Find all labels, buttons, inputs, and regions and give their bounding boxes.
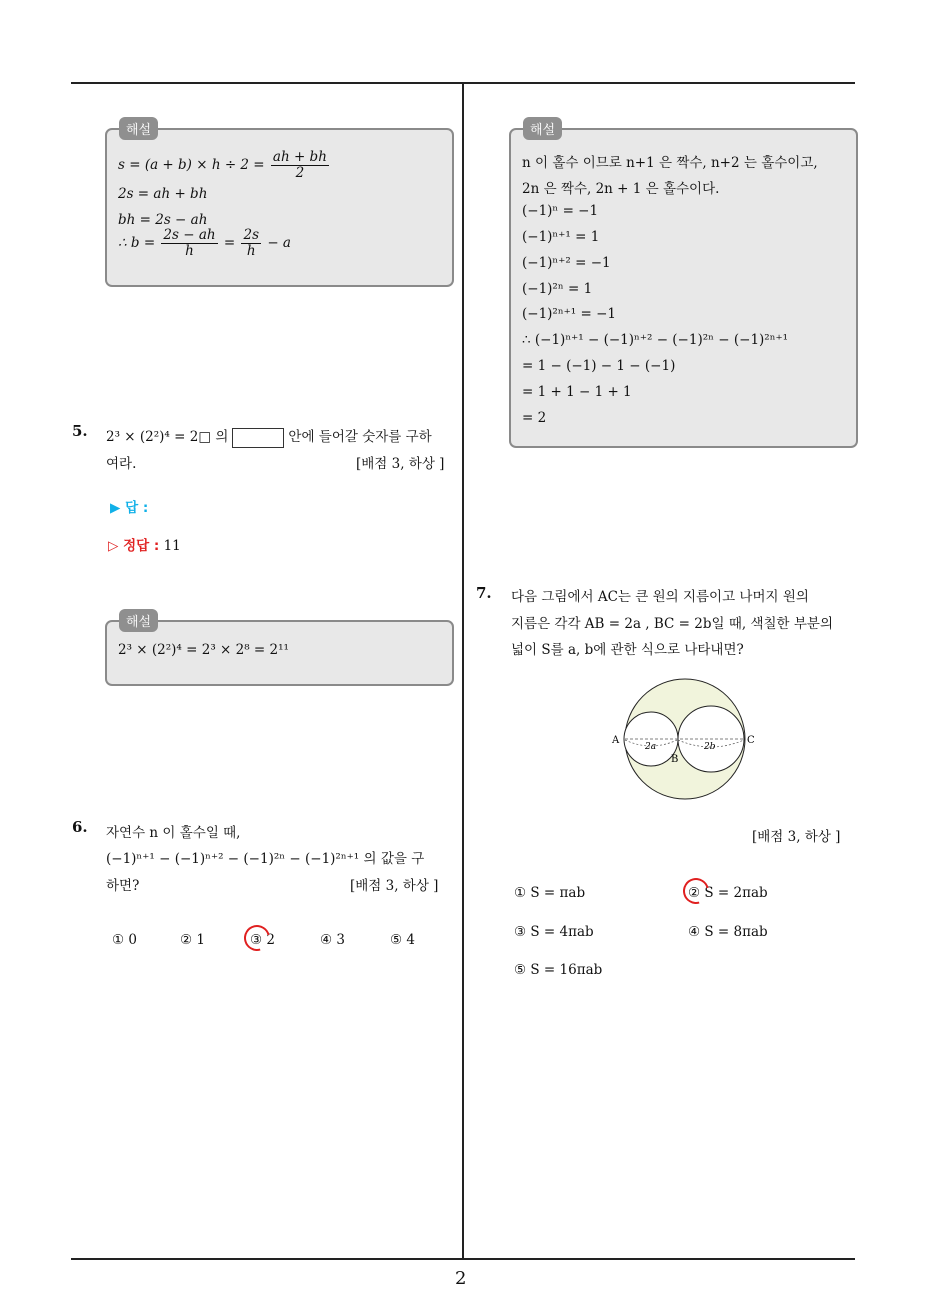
- solution-tag: 해설: [119, 117, 158, 140]
- solution-line: (−1)ⁿ = −1: [522, 203, 599, 219]
- bottom-rule: [71, 1258, 855, 1260]
- solution-tag: 해설: [119, 609, 158, 632]
- choice-1[interactable]: ① S = πab: [514, 885, 586, 901]
- solution-line: 2s = ah + bh: [118, 186, 208, 202]
- choice-2[interactable]: ② 1: [180, 932, 205, 948]
- choice-1[interactable]: ① 0: [112, 932, 137, 948]
- question-stem: (−1)ⁿ⁺¹ − (−1)ⁿ⁺² − (−1)²ⁿ − (−1)²ⁿ⁺¹ 의 값을 구: [106, 851, 425, 867]
- solution-line: n 이 홀수 이므로 n+1 은 짝수, n+2 는 홀수이고,: [522, 155, 818, 171]
- question-stem: 여라.: [106, 456, 137, 472]
- label-C: C: [747, 735, 755, 746]
- question-stem: 하면?: [106, 878, 140, 894]
- points-label: [배점 3, 하상 ]: [356, 456, 445, 472]
- choice-3[interactable]: ③ S = 4πab: [514, 924, 594, 940]
- question-number: 6.: [72, 818, 88, 836]
- column-divider: [462, 83, 464, 1258]
- solution-line: bh = 2s − ah: [118, 212, 208, 228]
- question-number: 5.: [72, 422, 88, 440]
- selected-answer-mark: [678, 873, 714, 909]
- solution-line: (−1)²ⁿ = 1: [522, 281, 593, 297]
- blank-box: [232, 428, 284, 448]
- question-stem: 넓이 S를 a, b에 관한 식으로 나타내면?: [511, 642, 744, 658]
- choice-5[interactable]: ⑤ S = 16πab: [514, 962, 603, 978]
- circles-figure: [605, 676, 765, 804]
- choice-2[interactable]: ② S = 2πab: [688, 885, 768, 901]
- solution-line: 2n 은 짝수, 2n + 1 은 홀수이다.: [522, 181, 720, 197]
- points-label: [배점 3, 하상 ]: [752, 829, 841, 845]
- answer-label: ▶ 답 :: [110, 500, 149, 516]
- question-stem: 지름은 각각 AB = 2a , BC = 2b일 때, 색칠한 부분의: [511, 616, 833, 632]
- label-A: A: [612, 735, 620, 746]
- solution-line: = 1 − (−1) − 1 − (−1): [522, 358, 676, 374]
- question-stem: 2³ × (2²)⁴ = 2□ 의 안에 들어갈 숫자를 구하: [106, 425, 432, 448]
- solution-line: = 2: [522, 410, 547, 426]
- solution-tag: 해설: [523, 117, 562, 140]
- question-number: 7.: [476, 584, 492, 602]
- solution-line: ∴ b = $\frac{2s - ah}{h}$ = $\frac{2s}{h}$ − a: [118, 227, 291, 259]
- points-label: [배점 3, 하상 ]: [350, 878, 439, 894]
- selected-answer-mark: [239, 920, 275, 956]
- solution-line: (−1)ⁿ⁺¹ = 1: [522, 229, 600, 245]
- solution-line: ∴ (−1)ⁿ⁺¹ − (−1)ⁿ⁺² − (−1)²ⁿ − (−1)²ⁿ⁺¹: [522, 332, 789, 348]
- label-2b: 2b: [704, 742, 716, 752]
- choice-5[interactable]: ⑤ 4: [390, 932, 415, 948]
- page-number: 2: [455, 1268, 467, 1289]
- solution-line: s = (a + b) × h ÷ 2 = $\frac{ah + bh}{2}$: [118, 149, 327, 181]
- label-B: B: [671, 754, 679, 765]
- solution-line: 2³ × (2²)⁴ = 2³ × 2⁸ = 2¹¹: [118, 642, 289, 658]
- question-stem: 자연수 n 이 홀수일 때,: [106, 825, 241, 841]
- correct-answer: ▷ 정답 : 11: [108, 538, 181, 554]
- question-stem: 다음 그림에서 AC는 큰 원의 지름이고 나머지 원의: [511, 589, 809, 605]
- solution-line: = 1 + 1 − 1 + 1: [522, 384, 632, 400]
- solution-line: (−1)ⁿ⁺² = −1: [522, 255, 611, 271]
- choice-4[interactable]: ④ S = 8πab: [688, 924, 768, 940]
- choice-4[interactable]: ④ 3: [320, 932, 345, 948]
- choice-3[interactable]: ③ 2: [250, 932, 275, 948]
- solution-line: (−1)²ⁿ⁺¹ = −1: [522, 306, 617, 322]
- label-2a: 2a: [645, 742, 657, 752]
